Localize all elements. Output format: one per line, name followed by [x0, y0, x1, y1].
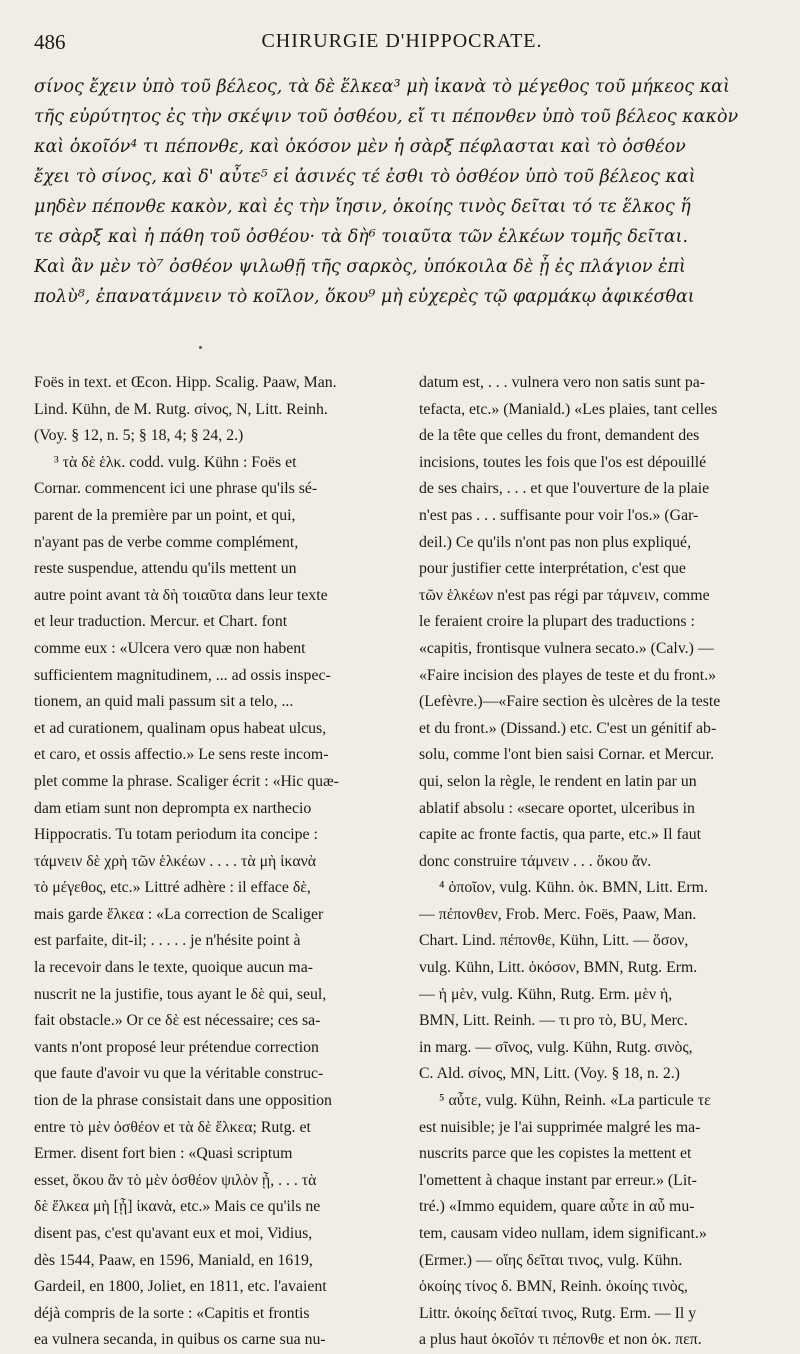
footnote-line: pour justifier cette interprétation, c'est que	[419, 560, 686, 578]
footnote-line: incisions, toutes les fois que l'os est dépouillé	[419, 453, 707, 471]
footnote-line: esset, ὅκου ἂν τὸ μὲν ὀσθέον ψιλὸν ᾖ, . . . τὰ	[34, 1171, 317, 1189]
footnote-line: BMN, Litt. Reinh. — τι pro τὸ, BU, Merc.	[419, 1012, 688, 1030]
footnote-line: (Ermer.) — οἵης δεῖται τινος, vulg. Kühn.	[419, 1251, 683, 1269]
footnote-line: comme eux : «Ulcera vero quæ non habent	[34, 639, 306, 657]
footnote-line: le feraient croire la plupart des traductions :	[419, 613, 695, 631]
footnote-line: tem, causam video nullam, idem significant.»	[419, 1225, 707, 1242]
footnote-line: Gardeil, en 1800, Joliet, en 1811, etc. l'avaient	[34, 1278, 327, 1296]
footnote-line: «capitis, frontisque vulnera secato.» (Calv.) —	[419, 639, 714, 657]
footnote-line: Chart. Lind. πέπονθε, Kühn, Litt. — ὅσον,	[419, 932, 689, 950]
footnote-line: Cornar. commencent ici une phrase qu'ils sé-	[34, 480, 318, 498]
footnote-line: τῶν ἑλκέων n'est pas régi par τάμνειν, comme	[419, 586, 710, 604]
ink-dot	[199, 346, 202, 349]
footnote-line: de ses chairs, . . . et que l'ouverture de la plaie	[419, 480, 710, 498]
footnote-line: autre point avant τὰ δὴ τοιαῦτα dans leur texte	[34, 586, 328, 604]
footnote-line: dam etiam sunt non deprompta ex narthecio	[34, 799, 312, 817]
footnotes-right-column	[419, 370, 767, 1354]
footnote-line: reste suspendue, attendu qu'ils mettent un	[34, 560, 297, 578]
greek-line: μηδὲν πέπονθε κακὸν, καὶ ἐς τὴν ἴησιν, ὁκοίης τινὸς δεῖται τό τε ἕλκος ἥ	[34, 197, 691, 217]
footnote-line: et leur traduction. Mercur. et Chart. font	[34, 613, 288, 631]
greek-line: τε σὰρξ καὶ ἡ πάθη τοῦ ὀσθέου· τὰ δὴ⁶ τοιαῦτα τῶν ἑλκέων τομῆς δεῖται.	[34, 227, 689, 247]
footnote-line: n'est pas . . . suffisante pour voir l'os.» (Gar-	[419, 506, 699, 524]
footnote-line: — ἡ μὲν, vulg. Kühn, Rutg. Erm. μὲν ἡ,	[419, 985, 673, 1003]
footnote-line: ablatif absolu : «secare oportet, ulceribus in	[419, 799, 695, 817]
footnote-line: Ermer. disent fort bien : «Quasi scriptum	[34, 1145, 293, 1163]
footnote-line: in marg. — σῖνος, vulg. Kühn, Rutg. σινὸς,	[419, 1038, 693, 1056]
footnote-line: Hippocratis. Tu totam periodum ita concipe :	[34, 826, 318, 844]
footnote-line: tion de la phrase consistait dans une opposition	[34, 1092, 332, 1110]
footnote-line: deil.) Ce qu'ils n'ont pas non plus expliqué,	[419, 533, 692, 551]
footnote-line: qui, selon la règle, le rendent en latin par un	[419, 772, 697, 790]
footnote-line: donc construire τάμνειν . . . ὅκου ἄν.	[419, 852, 652, 870]
footnote-line: tefacta, etc.» (Maniald.) «Les plaies, tant celles	[419, 400, 718, 418]
footnote-line: déjà compris de la sorte : «Capitis et frontis	[34, 1304, 310, 1322]
footnote-line: nuscrit ne la justifie, tous ayant le δὲ qui, seul,	[34, 985, 327, 1003]
footnote-line: Foës in text. et Œcon. Hipp. Scalig. Paaw, Man.	[34, 374, 337, 391]
footnote-line: ⁴ ὁποῖον, vulg. Kühn. ὁκ. BMN, Litt. Erm.	[439, 879, 708, 897]
footnote-line: (Voy. § 12, n. 5; § 18, 4; § 24, 2.)	[34, 427, 244, 445]
footnote-line: que faute d'avoir vu que la véritable construc-	[34, 1065, 324, 1083]
footnote-line: de la tête que celles du front, demandent des	[419, 427, 700, 445]
footnote-line: tré.) «Immo equidem, quare αὖτε in αὖ mu-	[419, 1198, 695, 1216]
greek-main-text	[34, 72, 764, 312]
greek-line: Καὶ ἂν μὲν τὸ⁷ ὀσθέον ψιλωθῇ τῆς σαρκὸς, ὑπόκοιλα δὲ ᾖ ἐς πλάγιον ἐπὶ	[34, 257, 686, 277]
running-title: CHIRURGIE D'HIPPOCRATE.	[261, 30, 543, 52]
greek-line: σίνος ἔχειν ὑπὸ τοῦ βέλεος, τὰ δὲ ἕλκεα³ μὴ ἱκανὰ τὸ μέγεθος τοῦ μήκεος καὶ	[34, 77, 730, 97]
footnote-line: disent pas, c'est qu'avant eux et moi, Vidius,	[34, 1225, 313, 1242]
footnote-line: capite ac fronte factis, qua parte, etc.» Il faut	[419, 826, 701, 844]
footnote-line: est parfaite, dit-il; . . . . . je n'hésite point à	[34, 932, 301, 950]
footnote-line: vants n'ont proposé leur prétendue correction	[34, 1038, 319, 1056]
footnote-line: mais garde ἕλκεα : «La correction de Scaliger	[34, 905, 324, 923]
greek-line: ἔχει τὸ σίνος, καὶ δ' αὖτε⁵ εἰ ἀσινές τέ ἐσθι τὸ ὀσθέον ὑπὸ τοῦ βέλεος καὶ	[34, 167, 696, 187]
footnote-line: Lind. Kühn, de M. Rutg. σίνος, N, Litt. Reinh.	[34, 400, 328, 418]
page-number: 486	[34, 30, 66, 54]
footnote-line: a plus haut ὁκοῖόν τι πέπονθε et non ὁκ. πεπ.	[419, 1331, 702, 1349]
footnote-line: τάμνειν δὲ χρὴ τῶν ἑλκέων . . . . τὰ μὴ ἱκανὰ	[34, 852, 317, 870]
footnote-line: datum est, . . . vulnera vero non satis sunt pa-	[419, 374, 706, 391]
page-header	[34, 30, 770, 60]
footnote-line: la recevoir dans le texte, quoique aucun ma-	[34, 959, 313, 977]
footnote-line: nuscrits parce que les copistes la mettent et	[419, 1145, 692, 1163]
footnote-line: tionem, an quid mali passum sit a telo, ...	[34, 693, 294, 711]
footnote-line: δὲ ἕλκεα μὴ [ᾖ] ἱκανὰ, etc.» Mais ce qu'ils ne	[34, 1198, 321, 1216]
footnote-line: ⁵ αὖτε, vulg. Kühn, Reinh. «La particule τε	[439, 1092, 711, 1110]
footnote-line: ³ τὰ δὲ ἑλκ. codd. vulg. Kühn : Foës et	[54, 453, 297, 471]
footnote-line: n'ayant pas de verbe comme complément,	[34, 533, 299, 551]
footnote-line: sufficientem magnitudinem, ... ad ossis inspec-	[34, 666, 331, 684]
footnote-line: plet comme la phrase. Scaliger écrit : «Hic quæ-	[34, 772, 339, 790]
footnote-line: parent de la première par un point, et qui,	[34, 506, 296, 524]
greek-line: τῆς εὐρύτητος ἐς τὴν σκέψιν τοῦ ὀσθέου, εἴ τι πέπονθεν ὑπὸ τοῦ βέλεος κακὸν	[34, 107, 739, 127]
footnote-line: est nuisible; je l'ai supprimée malgré les ma-	[419, 1118, 701, 1136]
footnote-line: fait obstacle.» Or ce δὲ est nécessaire; ces sa-	[34, 1012, 321, 1030]
footnote-line: et caro, et ossis affectio.» Le sens reste incom-	[34, 746, 329, 764]
footnote-line: ea vulnera secanda, in quibus os carne sua nu-	[34, 1331, 326, 1349]
footnote-line: C. Ald. σίνος, MN, Litt. (Voy. § 18, n. 2.)	[419, 1065, 680, 1083]
footnote-line: τὸ μέγεθος, etc.» Littré adhère : il efface δὲ,	[34, 879, 311, 897]
footnote-line: et ad curationem, qualinam opus habeat ulcus,	[34, 719, 327, 737]
footnote-line: ὁκοίης τίνος δ. BMN, Reinh. ὁκοίης τινὸς,	[419, 1278, 688, 1296]
footnotes-left-column	[34, 370, 389, 1354]
greek-line: πολὺ⁸, ἐπανατάμνειν τὸ κοῖλον, ὅκου⁹ μὴ εὐχερὲς τῷ φαρμάκῳ ἀφικέσθαι	[34, 287, 695, 307]
footnote-line: et du front.» (Dissand.) etc. C'est un génitif ab-	[419, 719, 717, 737]
footnote-line: dès 1544, Paaw, en 1596, Maniald, en 1619,	[34, 1251, 313, 1269]
footnote-line: (Lefèvre.)—«Faire section ès ulcères de la teste	[419, 693, 721, 711]
greek-line: καὶ ὁκοῖόν⁴ τι πέπονθε, καὶ ὁκόσον μὲν ἡ σὰρξ πέφλασται καὶ τὸ ὀσθέον	[34, 137, 686, 157]
footnote-line: «Faire incision des playes de teste et du front.»	[419, 666, 716, 684]
footnote-line: vulg. Kühn, Litt. ὁκόσον, BMN, Rutg. Erm.	[419, 959, 698, 977]
footnote-line: l'omettent à chaque instant par erreur.» (Lit-	[419, 1171, 697, 1189]
footnote-line: — πέπονθεν, Frob. Merc. Foës, Paaw, Man.	[419, 905, 697, 923]
footnote-line: solu, comme l'ont bien saisi Cornar. et Mercur.	[419, 746, 715, 764]
footnote-line: Littr. ὁκοίης δεῖταί τινος, Rutg. Erm. — Il y	[419, 1304, 697, 1322]
footnote-line: entre τὸ μὲν ὀσθέον et τὰ δὲ ἕλκεα; Rutg. et	[34, 1118, 311, 1136]
